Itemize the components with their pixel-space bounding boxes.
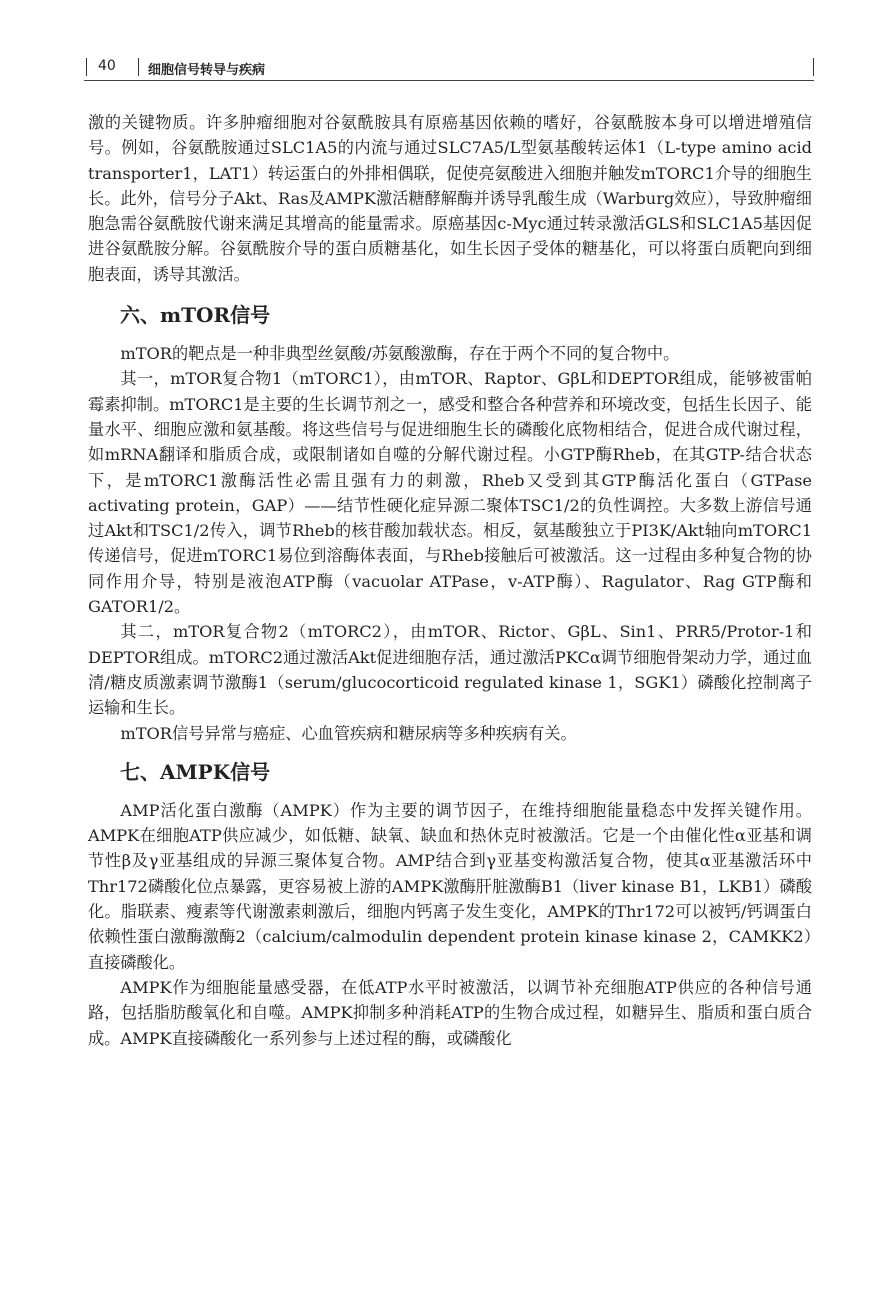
paragraph-mtorc1: 其一，mTOR复合物1（mTORC1），由mTOR、Raptor、GβL和DEPTOR组成，能够被雷帕霉素抑制。mTORC1是主要的生长调节剂之一，感受和整合各种营养和环境改变，包括生长因子、能量水平、细胞应激和氨基酸。将这些信号与促进细胞生长的磷酸化底物相结合，促进合成代谢过程，如mRNA翻译和脂质合成，或限制诸如自噬的分解代谢过程。小GTP酶Rheb，在其GTP-结合状态下，是mTORC1激酶活性必需且强有力的刺激，Rheb又受到其GTP酶活化蛋白（GTPase activating protein，GAP）——结节性硬化症异源二聚体TSC1/2的负性调控。大多数上游信号通过Akt和TSC1/2传入，调节Rheb的核苷酸加载状态。相反，氨基酸独立于PI3K/Akt轴向mTORC1传递信号，促进mTORC1易位到溶酶体表面，与Rheb接触后可被激活。这一过程由多种复合物的协同作用介导，特别是液泡ATP酶（vacuolar ATPase，v-ATP酶）、Ragulator、Rag GTP酶和GATOR1/2。: [88, 369, 812, 617]
paragraph-ampk-intro: AMP活化蛋白激酶（AMPK）作为主要的调节因子，在维持细胞能量稳态中发挥关键作用。AMPK在细胞ATP供应减少，如低糖、缺氧、缺血和热休克时被激活。它是一个由催化性α亚基和调节性β及γ亚基组成的异源三聚体复合物。AMP结合到γ亚基变构激活复合物，使其α亚基激活环中Thr172磷酸化位点暴露，更容易被上游的AMPK激酶肝脏激酶B1（liver kinase B1，LKB1）磷酸化。脂联素、瘦素等代谢激素刺激后，细胞内钙离子发生变化，AMPK的Thr172可以被钙/钙调蛋白依赖性蛋白激酶激酶2（calcium/calmodulin dependent protein kinase kinase 2，CAMKK2）直接磷酸化。: [88, 800, 812, 972]
section-heading-mtor: 六、mTOR信号: [120, 303, 271, 328]
paragraph-mtor-disease: mTOR信号异常与癌症、心血管疾病和糖尿病等多种疾病有关。: [120, 723, 577, 743]
section-heading-ampk: 七、AMPK信号: [120, 759, 271, 784]
header-divider-right: [813, 58, 814, 76]
running-header: [84, 56, 814, 81]
paragraph-mtor-intro: mTOR的靶点是一种非典型丝氨酸/苏氨酸激酶，存在于两个不同的复合物中。: [120, 344, 680, 364]
header-divider-middle: [138, 58, 139, 76]
header-divider-left: [86, 58, 87, 76]
body-text: [88, 110, 812, 1051]
paragraph-mtorc2: 其二，mTOR复合物2（mTORC2），由mTOR、Rictor、GβL、Sin1、PRR5/Protor-1和DEPTOR组成。mTORC2通过激活Akt促进细胞存活，通过激活PKCα调节细胞骨架动力学，通过血清/糖皮质激素调节激酶1（serum/glucocorticoid regulated kinase 1，SGK1）磷酸化控制离子运输和生长。: [88, 622, 812, 718]
book-title: 细胞信号转导与疾病: [148, 63, 266, 78]
paragraph-ampk-sensor: AMPK作为细胞能量感受器，在低ATP水平时被激活，以调节补充细胞ATP供应的各种信号通路，包括脂肪酸氧化和自噬。AMPK抑制多种消耗ATP的生物合成过程，如糖异生、脂质和蛋白质合成。AMPK直接磷酸化一系列参与上述过程的酶，或磷酸化: [88, 977, 812, 1048]
page-number: 40: [98, 58, 116, 74]
paragraph-glutamine: 激的关键物质。许多肿瘤细胞对谷氨酰胺具有原癌基因依赖的嗜好，谷氨酰胺本身可以增进增殖信号。例如，谷氨酰胺通过SLC1A5的内流与通过SLC7A5/L型氨基酸转运体1（L-type amino acid transporter1，LAT1）转运蛋白的外排相偶联，促使亮氨酸进入细胞并触发mTORC1介导的细胞生长。此外，信号分子Akt、Ras及AMPK激活糖酵解酶并诱导乳酸生成（Warburg效应），导致肿瘤细胞急需谷氨酰胺代谢来满足其增高的能量需求。原癌基因c-Myc通过转录激活GLS和SLC1A5基因促进谷氨酰胺分解。谷氨酰胺介导的蛋白质糖基化，如生长因子受体的糖基化，可以将蛋白质靶向到细胞表面，诱导其激活。: [88, 113, 812, 284]
